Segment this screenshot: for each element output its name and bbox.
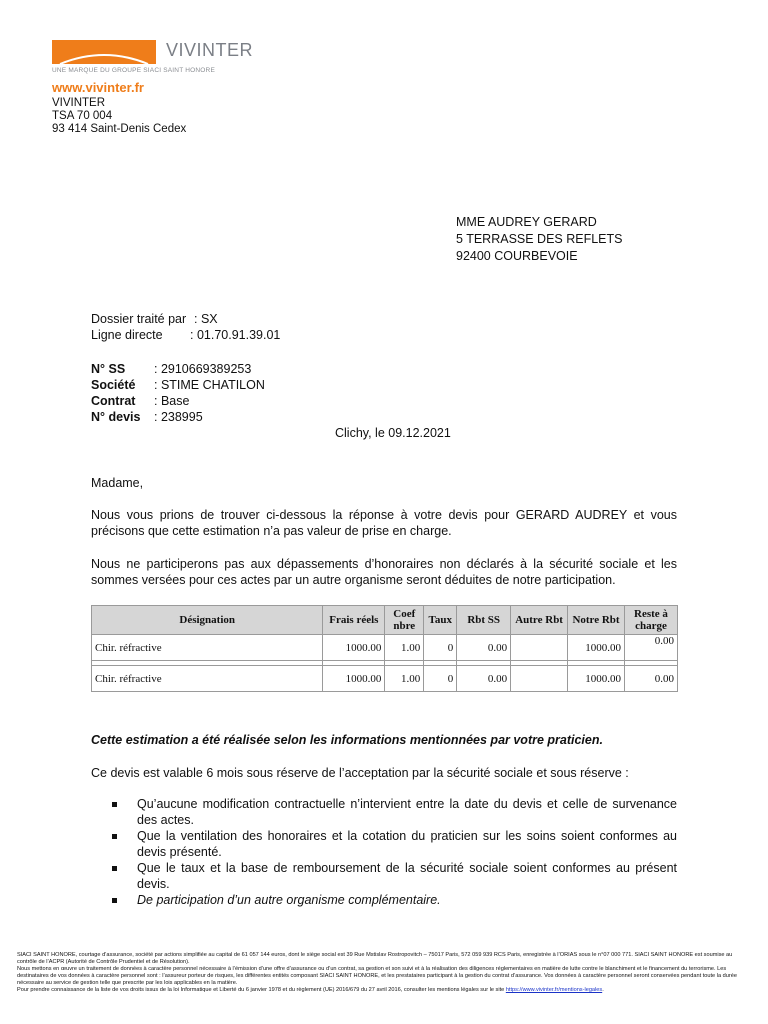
dossier-info bbox=[91, 311, 280, 343]
col-header: Désignation bbox=[92, 606, 323, 635]
table-cell: 1000.00 bbox=[568, 666, 625, 692]
logo-mark bbox=[52, 40, 156, 64]
ref-row bbox=[91, 377, 265, 393]
table-cell: 0 bbox=[424, 666, 457, 692]
logo-arc-icon bbox=[52, 40, 156, 64]
devis-table bbox=[91, 605, 678, 692]
col-header: Rbt SS bbox=[457, 606, 511, 635]
ref-value: : Base bbox=[154, 394, 190, 408]
col-header: Frais réels bbox=[323, 606, 385, 635]
table-cell: 1000.00 bbox=[323, 666, 385, 692]
table-cell: 0.00 bbox=[624, 666, 677, 692]
list-item bbox=[112, 796, 677, 828]
logo-name: VIVINTER bbox=[166, 40, 254, 60]
recipient-line: 92400 COURBEVOIE bbox=[456, 249, 578, 263]
col-header: Reste à charge bbox=[624, 606, 677, 635]
sender-address bbox=[52, 97, 186, 136]
legal-mentions-link[interactable]: https://www.vivinter.fr/mentions-legales bbox=[505, 987, 603, 993]
ref-label: N° SS bbox=[91, 362, 126, 376]
paragraph-devis: Nous vous prions de trouver ci-dessous la réponse à votre devis pour GERARD AUDREY et vous précisons que cette estimation n’a pas valeur de prise en charge. bbox=[91, 508, 677, 538]
list-item bbox=[112, 860, 677, 892]
bullet-icon bbox=[112, 802, 117, 807]
footer-line: SIACI SAINT HONORE, courtage d’assurance, société par actions simplifiée au capital de 61 057 144 euros, dont le siège social est 39 Rue Mstislav Rostropovitch – 75017 Paris, 572 059 939 RCS Paris, enregistrée à l’ORIAS sous le n°07 000 771. SIACI SAINT HONORE est soumise au contrôle de l’ACPR (Autorité de Contrôle Prudentiel et de Résolution). bbox=[17, 952, 733, 965]
list-item bbox=[112, 828, 677, 860]
col-header: Coef nbre bbox=[385, 606, 424, 635]
dossier-handled-label: Dossier traité par bbox=[91, 312, 187, 326]
paragraph-depassements: Nous ne participerons pas aux dépassements d’honoraires non déclarés à la sécurité sociale et les sommes versées pour ces actes par un autre organisme seront déduites de notre participation. bbox=[91, 557, 677, 587]
dossier-line-value: : 01.70.91.39.01 bbox=[190, 328, 281, 342]
dossier-handled-value: : SX bbox=[194, 312, 218, 326]
recipient-line: MME AUDREY GERARD bbox=[456, 215, 597, 229]
sender-line: VIVINTER bbox=[52, 97, 106, 109]
table-cell bbox=[511, 666, 568, 692]
footer-line bbox=[17, 987, 749, 994]
dossier-line-label: Ligne directe bbox=[91, 328, 163, 342]
footer-line: Nous mettons en œuvre un traitement de données à caractère personnel nécessaire à l’émission d’une offre d’assurance ou d’un contrat, sa gestion et son suivi et à la réalisation des diligences réglementaires en matière de lutte contre le blanchiment et le financement du terrorisme. Les destinataires de vos données à caractère personnel sont : l’assureur porteur de risques, les différentes entités composant SIACI SAINT HONORE, et les prestataires participant à la gestion du contrat d’assurance. Vos données à caractère personnel seront conservées pendant toute la durée nécessaire au service de gestion telle que prescrite par les lois applicables en la matière. bbox=[17, 966, 737, 986]
salutation: Madame, bbox=[91, 476, 144, 490]
bullet-icon bbox=[112, 834, 117, 839]
ref-value: : STIME CHATILON bbox=[154, 378, 265, 392]
ref-row bbox=[91, 361, 265, 377]
ref-label: Société bbox=[91, 378, 136, 392]
table-cell: 0.00 bbox=[457, 666, 511, 692]
bullet-icon bbox=[112, 898, 117, 903]
col-header: Notre Rbt bbox=[568, 606, 625, 635]
ref-row bbox=[91, 409, 265, 425]
ref-label: N° devis bbox=[91, 410, 141, 424]
ref-label: Contrat bbox=[91, 394, 136, 408]
table-row bbox=[92, 666, 678, 692]
table-cell: 0.00 bbox=[624, 635, 677, 661]
list-item-text: Que la ventilation des honoraires et la cotation du praticien sur les soins soient conformes au devis présenté. bbox=[137, 829, 677, 859]
table-cell: 0.00 bbox=[457, 635, 511, 661]
reference-block bbox=[91, 361, 265, 425]
ref-value: : 238995 bbox=[154, 410, 203, 424]
recipient-line: 5 TERRASSE DES REFLETS bbox=[456, 232, 623, 246]
col-header: Autre Rbt bbox=[511, 606, 568, 635]
list-item-text: Qu’aucune modification contractuelle n’intervient entre la date du devis et celle de survenance des actes. bbox=[137, 797, 677, 827]
legal-footer bbox=[17, 952, 749, 994]
table-cell: 0 bbox=[424, 635, 457, 661]
list-item bbox=[112, 892, 677, 908]
footer-text: . bbox=[602, 987, 604, 993]
sender-line: 93 414 Saint-Denis Cedex bbox=[52, 123, 187, 135]
sender-line: TSA 70 004 bbox=[52, 110, 113, 122]
table-header-row bbox=[92, 606, 678, 635]
validity-text: Ce devis est valable 6 mois sous réserve de l’acceptation par la sécurité sociale et sous réserve : bbox=[91, 766, 629, 780]
table-cell: Chir. réfractive bbox=[92, 666, 323, 692]
table-cell: 1000.00 bbox=[323, 635, 385, 661]
conditions-list bbox=[112, 796, 677, 908]
table-cell: 1.00 bbox=[385, 666, 424, 692]
ref-value: : 2910669389253 bbox=[154, 362, 252, 376]
table-cell bbox=[511, 635, 568, 661]
list-item-text: De participation d’un autre organisme complémentaire. bbox=[137, 893, 441, 907]
recipient-address bbox=[456, 214, 623, 265]
list-item-text: Que le taux et la base de remboursement de la sécurité sociale soient conformes au présent devis. bbox=[137, 861, 677, 891]
table-row bbox=[92, 635, 678, 661]
bullet-icon bbox=[112, 866, 117, 871]
table-cell: Chir. réfractive bbox=[92, 635, 323, 661]
footer-text: Pour prendre connaissance de la liste de vos droits issus de la loi Informatique et Liberté du 6 janvier 1978 et du règlement (UE) 2016/679 du 27 avril 2016, consulter les mentions légales sur le site bbox=[17, 987, 505, 993]
col-header: Taux bbox=[424, 606, 457, 635]
logo-tagline: UNE MARQUE DU GROUPE SIACI SAINT HONORE bbox=[52, 67, 215, 74]
table-cell: 1000.00 bbox=[568, 635, 625, 661]
place-date: Clichy, le 09.12.2021 bbox=[335, 426, 451, 440]
website-link[interactable]: www.vivinter.fr bbox=[52, 80, 144, 95]
estimation-note: Cette estimation a été réalisée selon les informations mentionnées par votre praticien. bbox=[91, 733, 603, 747]
table-cell: 1.00 bbox=[385, 635, 424, 661]
ref-row bbox=[91, 393, 265, 409]
